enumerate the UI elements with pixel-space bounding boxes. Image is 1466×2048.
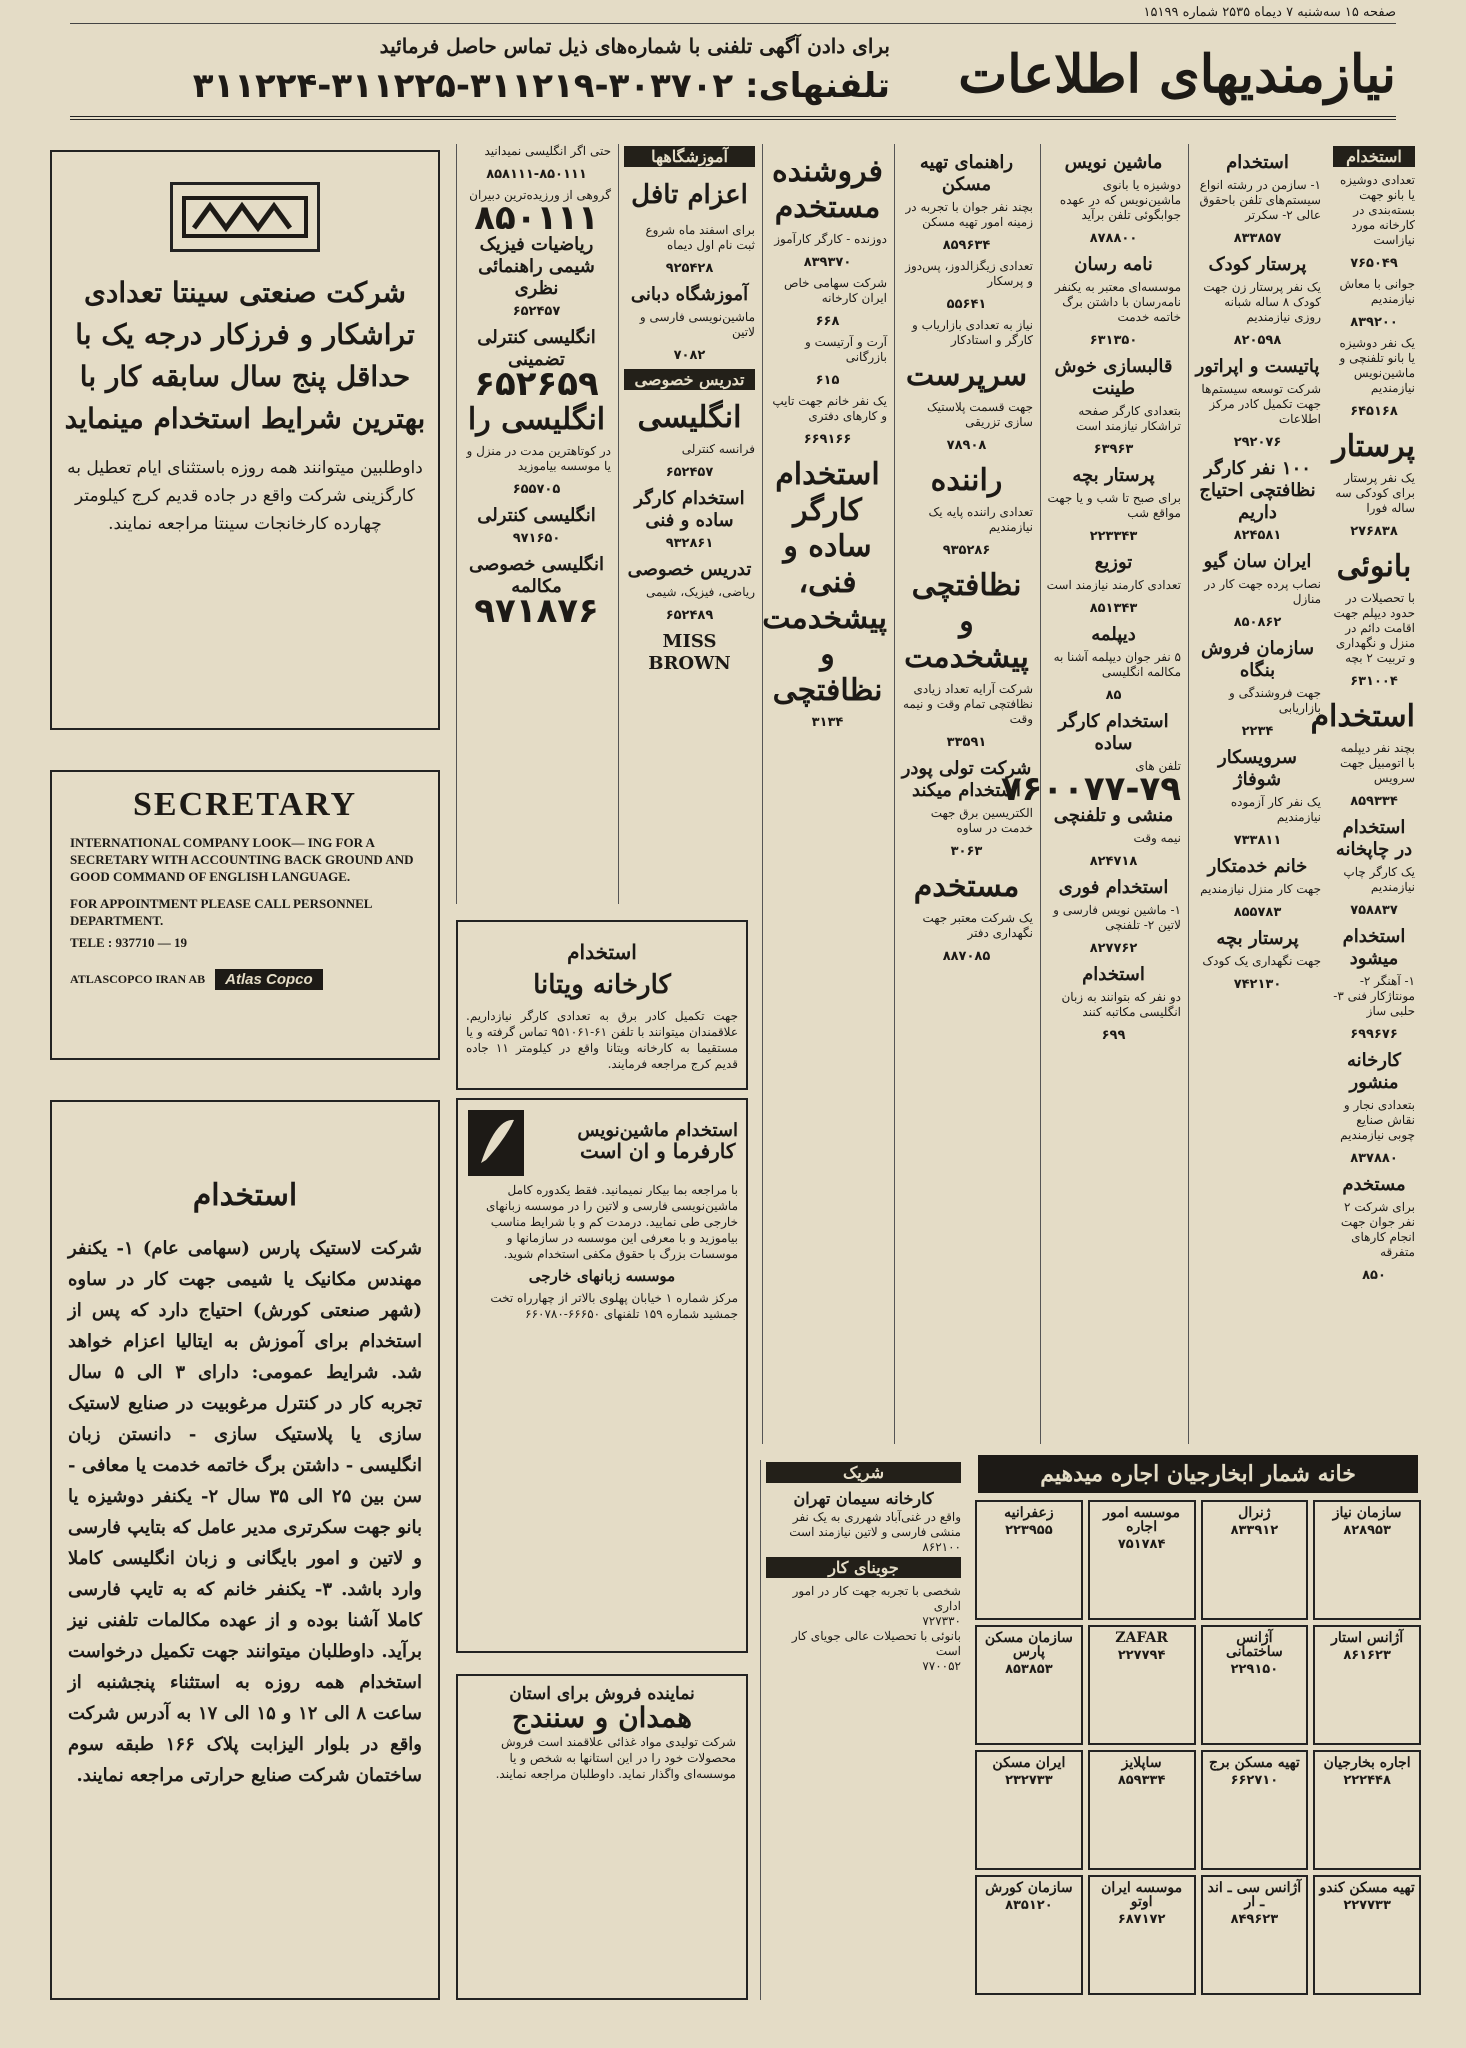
ad-item: استخدام فوری ۱- ماشین نویس فارسی و لاتین ۲- تلفنچی ۸۲۷۷۶۲ <box>1053 877 1181 956</box>
sinta-headline: شرکت صنعتی سینتا تعدادی تراشکار و فرزکار درجه یک با حداقل پنج سال سابقه کار با بهترین شرایط استخدام مینماید <box>64 276 426 435</box>
vitana-title-2: کارخانه ویتانا <box>533 970 671 1000</box>
rental-ad: سازمان نیاز ۸۲۸۹۵۳ <box>1313 1500 1421 1620</box>
hamedan-ad <box>456 1674 748 2000</box>
ad-item: تعدادی دوشیزه یا بانو جهت بسته‌بندی در کارخانه مورد نیازاست ۷۶۵۰۴۹ <box>1339 173 1415 271</box>
column-7 <box>456 144 616 904</box>
typing-school-ad <box>456 1098 748 1653</box>
sinta-ad <box>50 150 440 730</box>
ad-item: یک نفر دوشیزه یا بانو تلفنچی و ماشین‌نویس نیازمندیم ۶۴۵۱۶۸ <box>1339 336 1415 419</box>
secretary-title: SECRETARY <box>133 786 357 823</box>
mid-bottom-column <box>760 1460 966 2000</box>
vitana-title: استخدام <box>567 940 637 964</box>
ad-item: شرکت تولی پودر استخدام میکند الکتریسین برق جهت خدمت در ساوه ۳۰۶۳ <box>901 758 1033 859</box>
secretary-text: INTERNATIONAL COMPANY LOOK— ING FOR A SECRETARY WITH ACCOUNTING BACK GROUND AND GOOD COMMAND OF ENGLISH LANGUAGE. <box>70 835 414 884</box>
column-label: آموزشگاهها <box>624 146 755 167</box>
vitana-ad <box>456 920 748 1090</box>
secretary-footer <box>70 969 420 990</box>
ad-item: جوینای کار شخصی با تجربه جهت کار در امور اداری ۷۲۷۳۳۰ <box>766 1557 961 1629</box>
ad-item: استخدام کارگر ساده تلفن های ۷۶۰۰۷۷-۷۹ <box>1000 711 1181 809</box>
rental-ad: ژنرال ۸۳۳۹۱۲ <box>1201 1500 1309 1620</box>
ad-item: استخدام در چاپخانه یک کارگر چاپ نیازمندیم ۷۵۸۸۳۷ <box>1335 817 1415 918</box>
ad-item: توزیع تعدادی کارمند نیازمند است ۸۵۱۳۴۳ <box>1046 552 1181 616</box>
quill-icon <box>466 1108 526 1182</box>
hamedan-title: نماینده فروش برای استان <box>509 1684 695 1704</box>
ad-item: راهنمای تهیه مسکن بچند نفر جوان با تجربه در زمینه امور تهیه مسکن ۸۵۹۶۳۴ <box>905 152 1033 253</box>
ad-item: مستخدم یک شرکت معتبر جهت نگهداری دفتر ۸۸۷۰۸۵ <box>913 869 1033 964</box>
column-3 <box>1000 144 1186 1444</box>
ad-item: انگلیسی خصوصی مکالمه ۹۷۱۸۷۶ <box>469 554 604 631</box>
ad-item: کارخانه منشور بتعدادی نجار و نقاش صنایع چوبی نیازمندیم ۸۳۷۸۸۰ <box>1340 1050 1415 1166</box>
secretary-ad <box>50 770 440 1060</box>
section-title: نیازمندیهای اطلاعات <box>958 44 1396 105</box>
ad-item: انگلیسی را در کوتاهترین مدت در منزل و یا موسسه بیاموزید ۶۵۵۷۰۵ <box>466 402 611 497</box>
ad-item: قالبسازی خوش طینت بتعدادی کارگر صفحه تراشکار نیازمند است ۶۳۹۶۳ <box>1054 356 1181 457</box>
ad-item: مستخدم برای شرکت ۲ نفر جوان جهت انجام کارهای متفرقه ۸۵۰ <box>1340 1174 1415 1283</box>
rental-ad: موسسه امور اجاره ۷۵۱۷۸۴ <box>1088 1500 1196 1620</box>
rental-ad: آژانس ساختمانی ۲۲۹۱۵۰ <box>1201 1625 1309 1745</box>
lastik-body: شرکت لاستیک پارس (سهامی عام) ۱- یکنفر مهندس مکانیک یا شیمی جهت کار در ساوه (شهر صنعتی کورش) احتیاج دارد که پس از استخدام برای آموزش به ایتالیا اعزام خواهد شد. شرایط عمومی: دارای ۳ الی ۵ سال تجربه کار در کنترل مرغوبیت در صنایع لاستیک سازی یا پلاستیک سازی - دانستن زبان انگلیسی - داشتن برگ خاتمه خدمت یا معافی - سن بین ۲۵ الی ۳۵ سال ۲- یکنفر دوشیزه یا بانو جهت سکرتری مدیر عامل که بتایپ فارسی و لاتین و امور بایگانی و زبان انگلیسی کاملا وارد باشد. ۳- یکنفر خانم که به تایپ فارسی کاملا آشنا بوده و از عهده مکالمات تلفنی نیز برآید. داوطلبان میتوانند جهت تکمیل درخواست استخدام همه روزه به استثناء پنجشنبه از ساعت ۸ الی ۱۲ و ۱۵ الی ۱۷ به آدرس شرکت واقع در بلوار الیزابت پلاک ۱۶۶ طبقه سوم ساختمان شرکت صنایع حرارتی مراجعه نمایند. <box>68 1238 423 1786</box>
typing-body: با مراجعه بما بیکار نمیمانید. فقط یکدوره کامل ماشین‌نویسی فارسی و لاتین را در موسسه زبانهای خارجی طی نمایید. درمدت کم و با شرایط مناسب بیاموزید و با معرفی این موسسه در سازمانها و موسسات بزرگ با حقوق مکفی استخدام شوید. <box>486 1183 738 1261</box>
column-label: تدریس خصوصی <box>624 369 755 390</box>
ad-item: راننده تعدادی راننده پایه یک نیازمندیم ۹۳۵۲۸۶ <box>928 463 1033 558</box>
typing-title-2: کارفرما و ان است <box>579 1139 736 1163</box>
ad-item: ماشین نویس دوشیزه یا بانوی ماشین‌نویس که در عهده جوابگوئی تلفن برآید ۸۷۸۸۰۰ <box>1059 152 1181 246</box>
column-2 <box>1188 144 1326 1444</box>
masthead <box>70 30 1396 120</box>
rental-ad: تهیه مسکن برج ۶۶۲۷۱۰ <box>1201 1750 1309 1870</box>
ad-item: شرکت سهامی خاص ایران کارخانه ۶۶۸ <box>783 276 887 329</box>
hamedan-body: شرکت تولیدی مواد غذائی علاقمند است فروش محصولات خود را در این استانها به شخص و یا موسسه‌ای واگذار نماید. داوطلبان مراجعه نمایند. <box>495 1735 736 1781</box>
ad-item: استخدام ۱- سازمن در رشته انواع سیستم‌های تلفن باحقوق عالی ۲- سکرتر ۸۳۳۸۵۷ <box>1199 152 1321 246</box>
ad-item: پرستار بچه جهت نگهداری یک کودک ۷۴۲۱۳۰ <box>1202 928 1321 992</box>
ad-item: انگلیسی کنترلی ۹۷۱۶۵۰ <box>477 505 596 546</box>
typing-school-name: موسسه زبانهای خارجی <box>528 1267 676 1285</box>
rental-ad: سازمان مسکن پارس ۸۵۳۸۵۳ <box>975 1625 1083 1745</box>
ad-item: تدریس خصوصی ریاضی، فیزیک، شیمی ۶۵۲۴۸۹ <box>627 559 755 623</box>
ad-item: نظافتچی و پیشخدمت شرکت آرایه تعداد زیادی نظافتچی تمام وقت و نیمه وقت ۳۳۵۹۱ <box>902 568 1033 750</box>
rental-ad: ایران مسکن ۲۳۲۷۳۳ <box>975 1750 1083 1870</box>
ad-item: سرپرست جهت قسمت پلاستیک سازی تزریقی ۷۸۹۰۸ <box>905 358 1033 453</box>
ad-item: استخدام بچند نفر دیپلمه با اتومبیل جهت سرویس ۸۵۹۳۳۴ <box>1310 699 1415 809</box>
typing-address: مرکز شماره ۱ خیابان پهلوی بالاتر از چهارراه تخت جمشید شماره ۱۵۹ تلفنهای ۶۶۶۵۰-۶۶۰۷۸۰ <box>490 1291 738 1321</box>
ad-item: خانم خدمتکار جهت کار منزل نیازمندیم ۸۵۵۷۸۳ <box>1200 856 1321 920</box>
rental-ad: ZAFAR ۲۲۷۷۹۴ <box>1088 1625 1196 1745</box>
rental-ads-grid <box>975 1500 1421 2000</box>
rental-ad: اجاره بخارجیان ۲۲۲۴۴۸ <box>1313 1750 1421 1870</box>
secretary-appointment: FOR APPOINTMENT PLEASE CALL PERSONNEL DEPARTMENT. <box>70 896 372 928</box>
ad-item: بانوئی با تحصیلات عالی جویای کار است ۷۷۰۰۵۲ <box>791 1629 961 1673</box>
column-5 <box>762 144 892 1444</box>
column-1 <box>1310 144 1420 1444</box>
rental-ad: آژانس استار ۸۶۱۶۲۳ <box>1313 1625 1421 1745</box>
ad-item: جوانی با معاش نیازمندیم ۸۳۹۲۰۰ <box>1339 277 1415 330</box>
column-label: شریک <box>766 1462 961 1483</box>
rental-ad: سازمان کورش ۸۳۵۱۲۰ <box>975 1875 1083 1995</box>
column-label: استخدام <box>1333 146 1415 167</box>
ad-item: نیاز به تعدادی بازاریاب و کارگر و استادکار <box>912 318 1033 347</box>
page-info-line: صفحه ۱۵ سه‌شنبه ۷ دیماه ۲۵۳۵ شماره ۱۵۱۹۹ <box>70 4 1396 24</box>
rental-section-header: خانه شمار ابخارجیان اجاره میدهیم <box>978 1455 1418 1493</box>
ad-item: استخدام میشود ۱- آهنگر ۲- مونتاژکار فنی ۳- حلبی ساز ۶۹۹۶۷۶ <box>1333 926 1415 1042</box>
column-4 <box>894 144 1038 1444</box>
ad-item: منشی و تلفنچی نیمه وقت ۸۲۴۷۱۸ <box>1053 805 1181 869</box>
ad-item: حتی اگر انگلیسی نمیدانید ۸۵۸۱۱۱-۸۵۰۱۱۱ <box>484 144 611 182</box>
ad-item: دیپلمه ۵ نفر جوان دیپلمه آشنا به مکالمه انگلیسی ۸۵ <box>1053 624 1181 703</box>
ad-item: ۱۰۰ نفر کارگر نظافتچی احتیاج داریم ۸۲۴۵۸۱ <box>1199 458 1316 543</box>
ad-item: کارخانه سیمان تهران واقع در غنی‌آباد شهرری به یک نفر منشی فارسی و لاتین نیازمند است ۸۶۲۱۰۰ <box>789 1489 961 1554</box>
rental-ad: موسسه ایران اوتو ۶۸۷۱۷۲ <box>1088 1875 1196 1995</box>
lastik-pars-ad <box>50 1100 440 2000</box>
ad-item: ریاضیات فیزیک شیمی راهنمائی نظری ۶۵۲۴۵۷ <box>478 234 595 319</box>
ad-item: پرستار کودک یک نفر پرستار زن جهت کودک ۸ ساله شبانه روزی نیازمندیم ۸۲۰۵۹۸ <box>1203 254 1321 348</box>
ad-item: پاتیست و اپراتور شرکت توسعه سیستم‌ها جهت تکمیل کادر مرکز اطلاعات ۲۹۲۰۷۶ <box>1195 356 1321 450</box>
ad-item: پرستار بچه برای صبح تا شب و یا جهت مواقع شب ۲۲۳۳۴۳ <box>1047 465 1181 544</box>
sinta-logo-icon <box>170 182 320 252</box>
vitana-body: جهت تکمیل کادر برق به تعدادی کارگر نیازداریم. علاقمندان میتوانند با تلفن ۶۱-۹۵۱۰۶۱ تماس گرفته و یا مستقیما به کارخانه ویتانا واقع در کیلومتر ۱۱ جاده قدیم کرج مراجعه فرمایند. <box>466 1009 738 1071</box>
ad-item: آرت و آرتیست و بازرگانی ۶۱۵ <box>804 335 887 388</box>
ad-item: استخدام کارگر ساده و فنی، پیشخدمت و نظافتچی ۳۱۳۴ <box>762 457 887 730</box>
hamedan-title-2: همدان و سنندج <box>511 1701 693 1734</box>
ad-item: استخدام کارگر ساده و فنی ۹۳۲۸۶۱ <box>634 488 745 551</box>
typing-title: استخدام ماشین‌نویس <box>577 1120 738 1141</box>
ad-item: استخدام دو نفر که بتوانند به زبان انگلیسی مکاتبه کنند ۶۹۹ <box>1061 964 1181 1043</box>
ad-item: بانوئی با تحصیلات در حدود دیپلم جهت اقامت دائم در منزل و نگهداری و تربیت ۲ بچه ۶۳۱۰۰۴ <box>1333 549 1415 689</box>
rental-ad: ساپلایز ۸۵۹۳۳۴ <box>1088 1750 1196 1870</box>
ad-item: گروهی از ورزیده‌ترین دبیران ۸۵۰۱۱۱ <box>469 188 611 238</box>
ad-item: سرویسکار شوفاژ یک نفر کار آزموده نیازمندیم ۷۳۳۸۱۱ <box>1218 747 1321 848</box>
ad-item: یک نفر خانم جهت تایپ و کارهای دفتری ۶۶۹۱۶۶ <box>772 394 887 447</box>
ad-item: آموزشگاه دبانی ماشین‌نویسی فارسی و لاتین ۷۰۸۲ <box>630 284 755 363</box>
ad-item: انگلیسی کنترلی تضمینی ۶۵۲۶۵۹ <box>474 327 599 404</box>
ad-item: پرستار یک نفر پرستار برای کودکی سه ساله فورا ۲۷۶۸۳۸ <box>1332 429 1415 539</box>
lastik-title: استخدام <box>192 1178 298 1213</box>
ad-item: اعزام تافل برای اسفند ماه شروع ثبت نام اول دیماه ۹۲۵۴۲۸ <box>631 180 755 276</box>
ad-item: فروشنده مستخدم دوزنده - کارگر کارآموز ۸۳۹۳۷۰ <box>771 154 887 270</box>
ad-item: انگلیسی فرانسه کنترلی ۶۵۲۴۵۷ <box>637 400 755 480</box>
column-6 <box>618 144 760 904</box>
rental-ad: آژانس سی ـ اند ـ ار ۸۴۹۶۲۳ <box>1201 1875 1309 1995</box>
ad-item: تعدادی زیگزالدوز، پس‌دوز و پرسکار ۵۵۶۴۱ <box>905 259 1033 312</box>
typing-header <box>466 1108 738 1182</box>
masthead-phones: تلفنهای: ۳۰۳۷۰۲-۳۱۱۲۱۹-۳۱۱۲۲۵-۳۱۱۲۲۴ <box>192 66 890 106</box>
masthead-note: برای دادن آگهی تلفنی با شماره‌های ذیل تماس حاصل فرمائید <box>379 34 890 58</box>
ad-item: سازمان فروش بنگاه جهت فروشندگی و بازاریابی ۲۲۳۴ <box>1200 638 1321 739</box>
ad-item: MISS BROWN <box>648 631 731 674</box>
atlas-copco-logo: Atlas Copco <box>215 969 323 990</box>
ad-item: ایران سان گیو نصاب پرده جهت کار در منازل ۸۵۰۸۶۲ <box>1203 551 1321 630</box>
ad-item: نامه رسان موسسه‌ای معتبر به یکنفر نامه‌رسان با داشتن برگ خاتمه خدمت ۶۳۱۳۵۰ <box>1054 254 1181 348</box>
rental-ad: تهیه مسکن کندو ۲۲۷۷۳۳ <box>1313 1875 1421 1995</box>
secretary-phone: TELE : 937710 — 19 <box>70 935 188 950</box>
ad-list <box>1310 173 1415 1283</box>
sinta-body: داوطلبین میتوانند همه روزه باستثنای ایام تعطیل به کارگزینی شرکت واقع در جاده قدیم کرج کیلومتر چهارده کارخانجات سینتا مراجعه نمایند. <box>67 458 423 534</box>
company-name: ATLASCOPCO IRAN AB <box>70 972 206 986</box>
rental-ad: زعفرانیه ۲۲۳۹۵۵ <box>975 1500 1083 1620</box>
